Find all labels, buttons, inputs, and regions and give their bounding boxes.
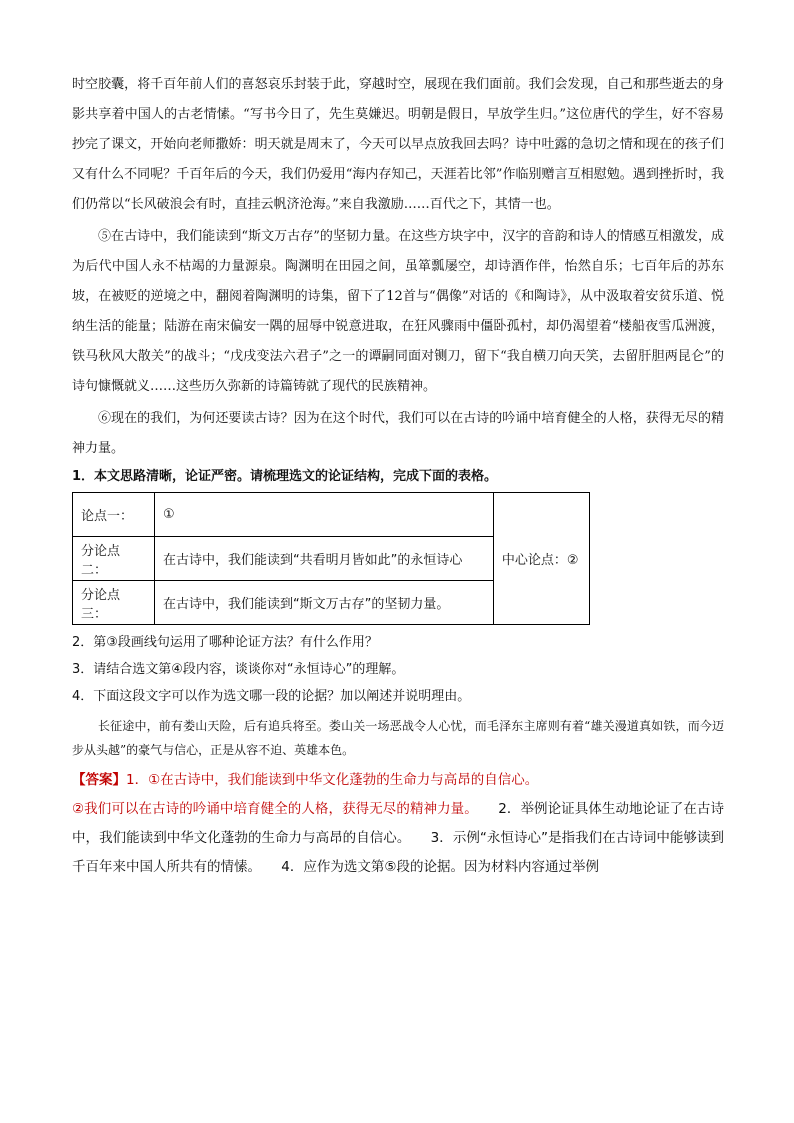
answer-body [72, 795, 724, 882]
question-1-title: 1．本文思路清晰，论证严密。请梳理选文的论证结构，完成下面的表格。 [72, 469, 498, 484]
row-content: 在古诗中，我们能读到“斯文万古存”的坚韧力量。 [154, 581, 493, 625]
question-4-material: 长征途中，前有娄山天险，后有追兵将至。娄山关一场恶战令人心忧，而毛泽东主席则有着“雄关漫道真如铁，而今迈步从头越”的豪气与信心，正是从容不迫、英雄本色。 [72, 719, 724, 757]
row-content: 在古诗中，我们能读到“共看明月皆如此”的永恒诗心 [154, 537, 493, 581]
question-2: 2．第③段画线句运用了哪种论证方法？有什么作用？ [72, 635, 378, 650]
answer-line-1 [72, 766, 724, 795]
answer-1-point-1: ①在古诗中，我们能读到中华文化蓬勃的生命力与高昂的自信心。 [148, 772, 539, 788]
row-label: 论点一： [73, 493, 155, 537]
answer-section [72, 766, 724, 882]
question-4: 4．下面这段文字可以作为选文哪一段的论据？加以阐述并说明理由。 [72, 689, 471, 704]
document-page [72, 70, 724, 882]
answer-1-point-2: ②我们可以在古诗的吟诵中培育健全的人格，获得无尽的精神力量。 [72, 801, 472, 817]
row-label: 分论点三： [73, 581, 155, 625]
central-argument-cell: 中心论点：② [493, 493, 589, 625]
paragraph-4-continued: 时空胶囊，将千百年前人们的喜怒哀乐封装于此，穿越时空，展现在我们面前。我们会发现，自己和那些逝去的身影共享着中国人的古老情愫。“写书今日了，先生莫嫌迟。明朝是假日，早放学生归。”这位唐代的学生，好不容易抄完了课文，开始向老师撒娇：明天就是周末了，今天可以早点放我回去吗？诗中吐露的急切之情和现在的孩子们又有什么不同呢？千百年后的今天，我们仍爱用“海内存知己，天涯若比邻”作临别赠言互相慰勉。遇到挫折时，我们仍常以“长风破浪会有时，直挂云帆济沧海。”来自我激励……百代之下，其情一也。 [72, 77, 724, 212]
question-3: 3．请结合选文第④段内容，谈谈你对“永恒诗心”的理解。 [72, 662, 405, 677]
row-content: ① [154, 493, 493, 537]
answer-1-number: 1． [126, 772, 149, 788]
argument-structure-table [72, 492, 590, 625]
paragraph-6: ⑥现在的我们，为何还要读古诗？因为在这个时代，我们可以在古诗的吟诵中培育健全的人格，获得无尽的精神力量。 [72, 411, 724, 456]
answer-2-3-4: 2．举例论证具体生动地论证了在古诗中，我们能读到中华文化蓬勃的生命力与高昂的自信心。 3．示例“永恒诗心”是指我们在古诗词中能够读到千百年来中国人所共有的情愫。 4．应作为选文第⑤段的论据。因为材料内容通过举例 [72, 801, 724, 875]
answer-label: 【答案】 [72, 772, 126, 788]
row-label: 分论点二： [73, 537, 155, 581]
table-row [73, 493, 590, 537]
paragraph-5: ⑤在古诗中，我们能读到“斯文万古存”的坚韧力量。在这些方块字中，汉字的音韵和诗人的情感互相激发，成为后代中国人永不枯竭的力量源泉。陶渊明在田园之间，虽箪瓢屡空，却诗酒作伴，怡然自乐；七百年后的苏东坡，在被贬的逆境之中，翻阅着陶渊明的诗集，留下了12首与“偶像”对话的《和陶诗》，从中汲取着安贫乐道、悦纳生活的能量；陆游在南宋偏安一隅的屈辱中锐意进取，在狂风骤雨中僵卧孤村，却仍渴望着“楼船夜雪瓜洲渡，铁马秋风大散关”的战斗；“戊戌变法六君子”之一的谭嗣同面对铡刀，留下“我自横刀向天笑，去留肝胆两昆仑”的诗句慷慨就义……这些历久弥新的诗篇铸就了现代的民族精神。 [72, 229, 724, 394]
